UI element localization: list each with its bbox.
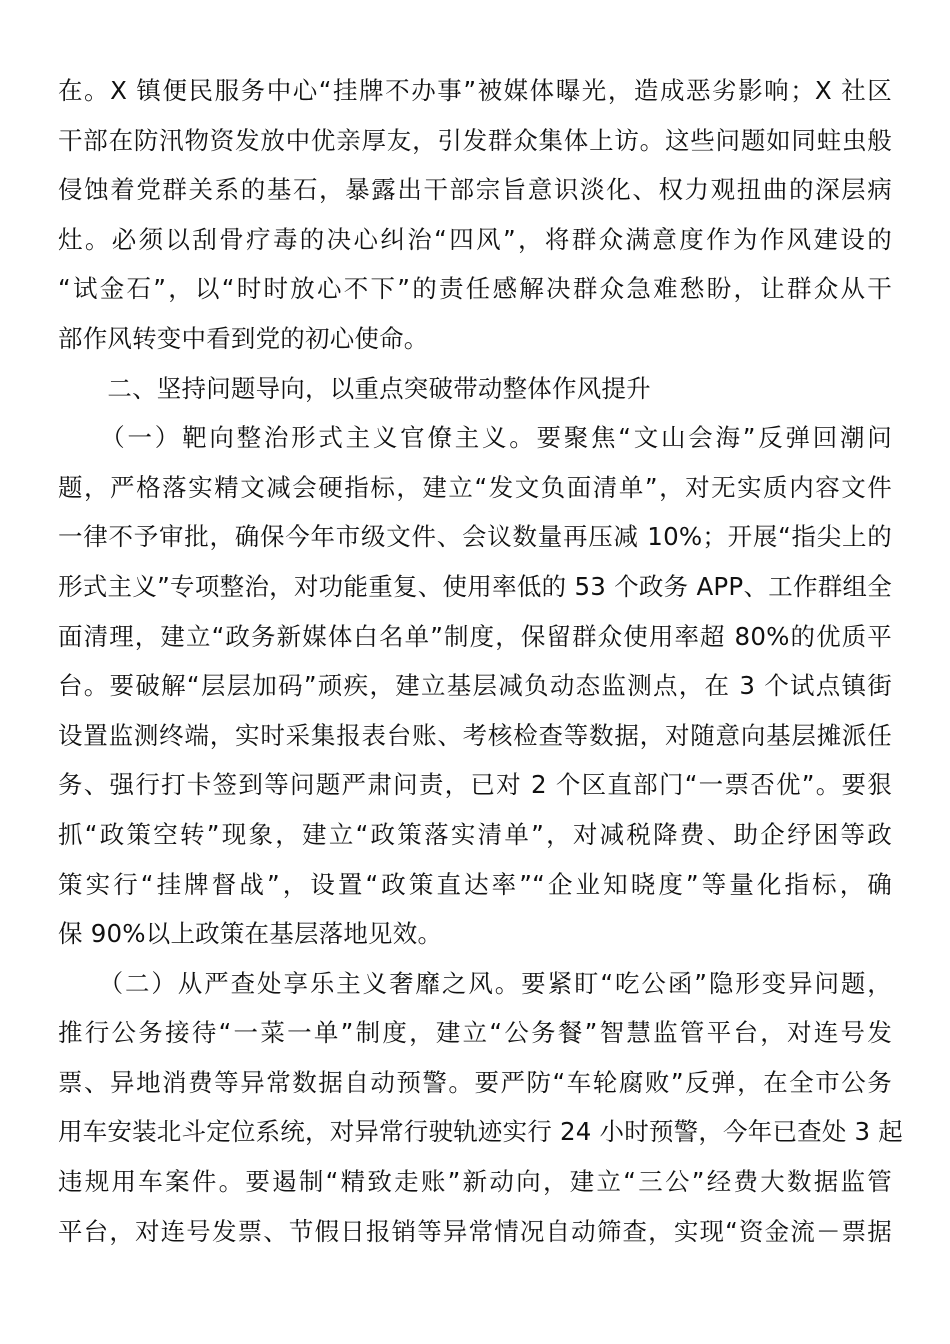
text-line: 面清理，建立“政务新媒体白名单”制度，保留群众使用率超 80%的优质平 bbox=[58, 621, 892, 651]
text-line: 在。X 镇便民服务中心“挂牌不办事”被媒体曝光，造成恶劣影响；X 社区 bbox=[58, 76, 892, 105]
text-line: 设置监测终端，实时采集报表台账、考核检查等数据，对随意向基层摊派任 bbox=[58, 720, 892, 750]
text-line: “试金石”，以“时时放心不下”的责任感解决群众急难愁盼，让群众从干 bbox=[58, 274, 892, 304]
section-heading: 二、坚持问题导向，以重点突破带动整体作风提升 bbox=[58, 373, 651, 403]
text-line: 票、异地消费等异常数据自动预警。要严防“车轮腐败”反弹，在全市公务 bbox=[58, 1067, 892, 1097]
text-line: 用车安装北斗定位系统，对异常行驶轨迹实行 24 小时预警，今年已查处 3 起 bbox=[58, 1117, 904, 1147]
text-line: （一）靶向整治形式主义官僚主义。要聚焦“文山会海”反弹回潮问 bbox=[58, 423, 892, 453]
text-line: 抓“政策空转”现象，建立“政策落实清单”，对减税降费、助企纾困等政 bbox=[58, 819, 892, 849]
text-line: 干部在防汛物资发放中优亲厚友，引发群众集体上访。这些问题如同蛀虫般 bbox=[58, 125, 892, 155]
text-line: 题，严格落实精文减会硬指标，建立“发文负面清单”，对无实质内容文件 bbox=[58, 472, 892, 502]
paragraph-end-line: 部作风转变中看到党的初心使命。 bbox=[58, 323, 429, 353]
paragraph-end-line: 保 90%以上政策在基层落地见效。 bbox=[58, 919, 443, 949]
document-body bbox=[58, 66, 904, 1256]
text-line: （二）从严查处享乐主义奢靡之风。要紧盯“吃公函”隐形变异问题， bbox=[58, 968, 892, 998]
text-line: 违规用车案件。要遏制“精致走账”新动向，建立“三公”经费大数据监管 bbox=[58, 1167, 892, 1197]
text-line: 台。要破解“层层加码”顽疾，建立基层减负动态监测点，在 3 个试点镇街 bbox=[58, 671, 892, 701]
text-line: 务、强行打卡签到等问题严肃问责，已对 2 个区直部门“一票否优”。要狠 bbox=[58, 770, 892, 800]
text-line: 灶。必须以刮骨疗毒的决心纠治“四风”，将群众满意度作为作风建设的 bbox=[58, 224, 892, 254]
text-line: 一律不予审批，确保今年市级文件、会议数量再压减 10%；开展“指尖上的 bbox=[58, 522, 892, 552]
text-line: 平台，对连号发票、节假日报销等异常情况自动筛查，实现“资金流－票据 bbox=[58, 1216, 892, 1246]
text-line: 推行公务接待“一菜一单”制度，建立“公务餐”智慧监管平台，对连号发 bbox=[58, 1018, 892, 1048]
text-line: 策实行“挂牌督战”，设置“政策直达率”“企业知晓度”等量化指标，确 bbox=[58, 869, 892, 899]
text-line: 形式主义”专项整治，对功能重复、使用率低的 53 个政务 APP、工作群组全 bbox=[58, 571, 892, 601]
text-line: 侵蚀着党群关系的基石，暴露出干部宗旨意识淡化、权力观扭曲的深层病 bbox=[58, 175, 892, 205]
